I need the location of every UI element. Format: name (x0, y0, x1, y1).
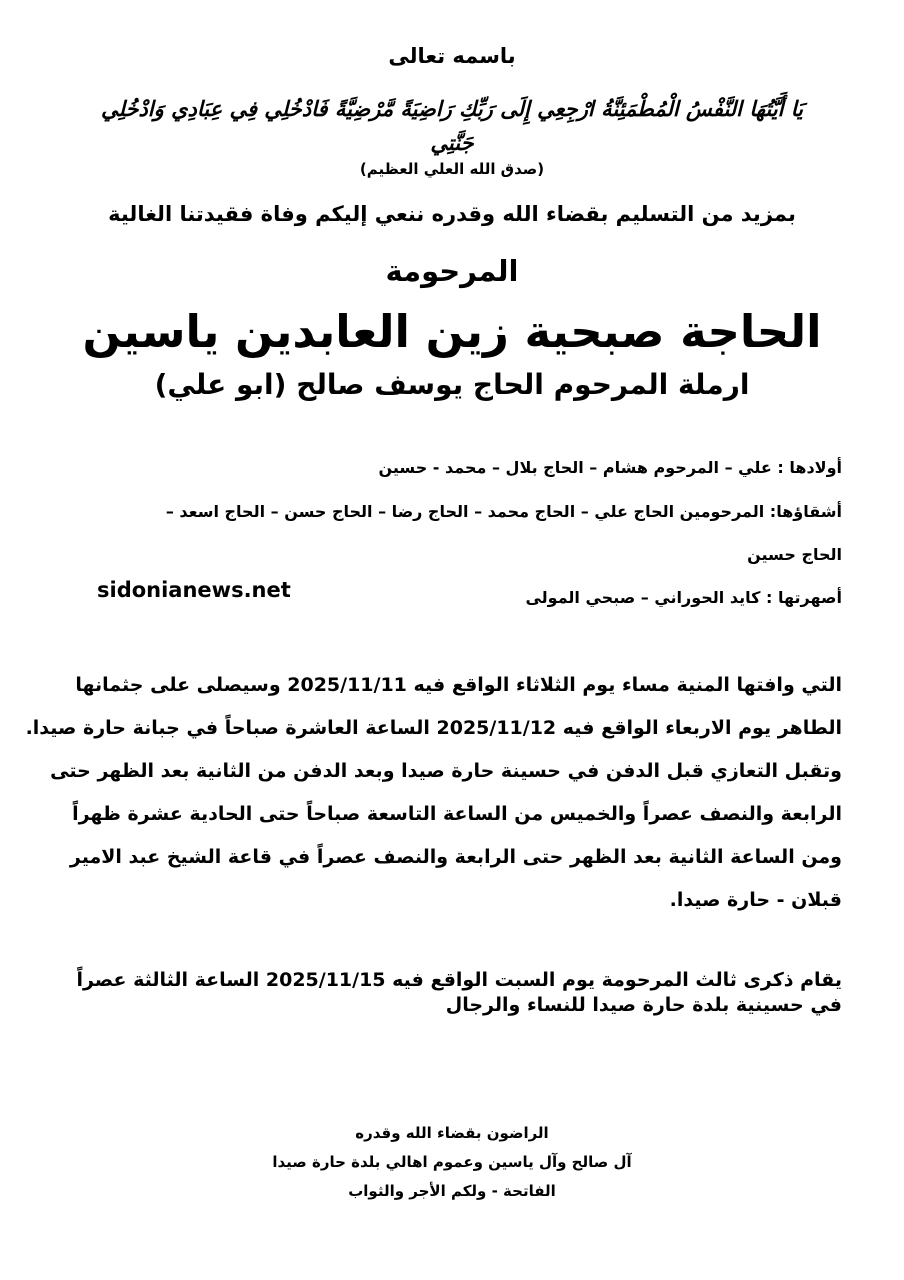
quran-verse: يَا أَيَّتُهَا النَّفْسُ الْمُطْمَئِنَّةُ ارْجِعِي إِلَى رَبِّكِ رَاضِيَةً مَّرْضِيَّةً فَادْخُلِي فِي عِبَادِي وَادْخُلِي جَنَّتِي (101, 97, 803, 155)
funeral-details-line: ومن الساعة الثانية بعد الظهر حتى الرابعة والنصف عصراً في قاعة الشيخ عبد الامير (69, 846, 842, 868)
funeral-details-line: قبلان - حارة صيدا. (669, 889, 842, 911)
announcement-intro: بمزيد من التسليم بقضاء الله وقدره ننعي إليكم وفاة فقيدتنا الغالية (108, 202, 796, 226)
memorial-paragraph (76, 968, 842, 1018)
funeral-details-paragraph (25, 664, 842, 922)
signature-line-1: الراضون بقضاء الله وقدره (355, 1124, 549, 1142)
verse-citation: (صدق الله العلي العظيم) (359, 160, 545, 178)
widow-of: ارملة المرحوم الحاج يوسف صالح (ابو علي) (154, 368, 750, 401)
deceased-label: المرحومة (385, 254, 519, 288)
signature-line-3: الفاتحة - ولكم الأجر والثواب (348, 1182, 556, 1200)
siblings-list-line-1: أشقاؤها: المرحومين الحاج علي – الحاج محمد – الحاج رضا – الحاج حسن – الحاج اسعد – (165, 502, 842, 521)
memorial-line: في حسينية بلدة حارة صيدا للنساء والرجال (445, 994, 842, 1016)
deceased-name: الحاجة صبحية زين العابدين ياسين (82, 305, 822, 358)
basmala-heading: باسمه تعالى (388, 44, 516, 68)
funeral-details-line: الطاهر يوم الاربعاء الواقع فيه 2025/11/12 الساعة العاشرة صباحاً في جبانة حارة صيدا. (25, 717, 842, 739)
siblings-list-line-2: الحاج حسين (747, 545, 842, 564)
funeral-details-line: التي وافتها المنية مساء يوم الثلاثاء الواقع فيه 2025/11/11 وسيصلى على جثمانها (75, 674, 842, 696)
signature-line-2: آل صالح وآل ياسين وعموم اهالي بلدة حارة صيدا (272, 1153, 632, 1171)
funeral-details-line: الرابعة والنصف عصراً والخميس من الساعة التاسعة صباحاً حتى الحادية عشرة ظهراً (72, 803, 842, 825)
website-watermark: sidonianews.net (97, 578, 291, 602)
funeral-details-line: وتقبل التعازي قبل الدفن في حسينة حارة صيدا وبعد الدفن من الثانية بعد الظهر حتى (50, 760, 842, 782)
memorial-line: يقام ذكرى ثالث المرحومة يوم السبت الواقع فيه 2025/11/15 الساعة الثالثة عصراً (76, 969, 842, 991)
in-laws-list: أصهرتها : كايد الحوراني – صبحي المولى (525, 588, 842, 607)
children-list: أولادها : علي – المرحوم هشام – الحاج بلال – محمد - حسين (378, 458, 842, 477)
